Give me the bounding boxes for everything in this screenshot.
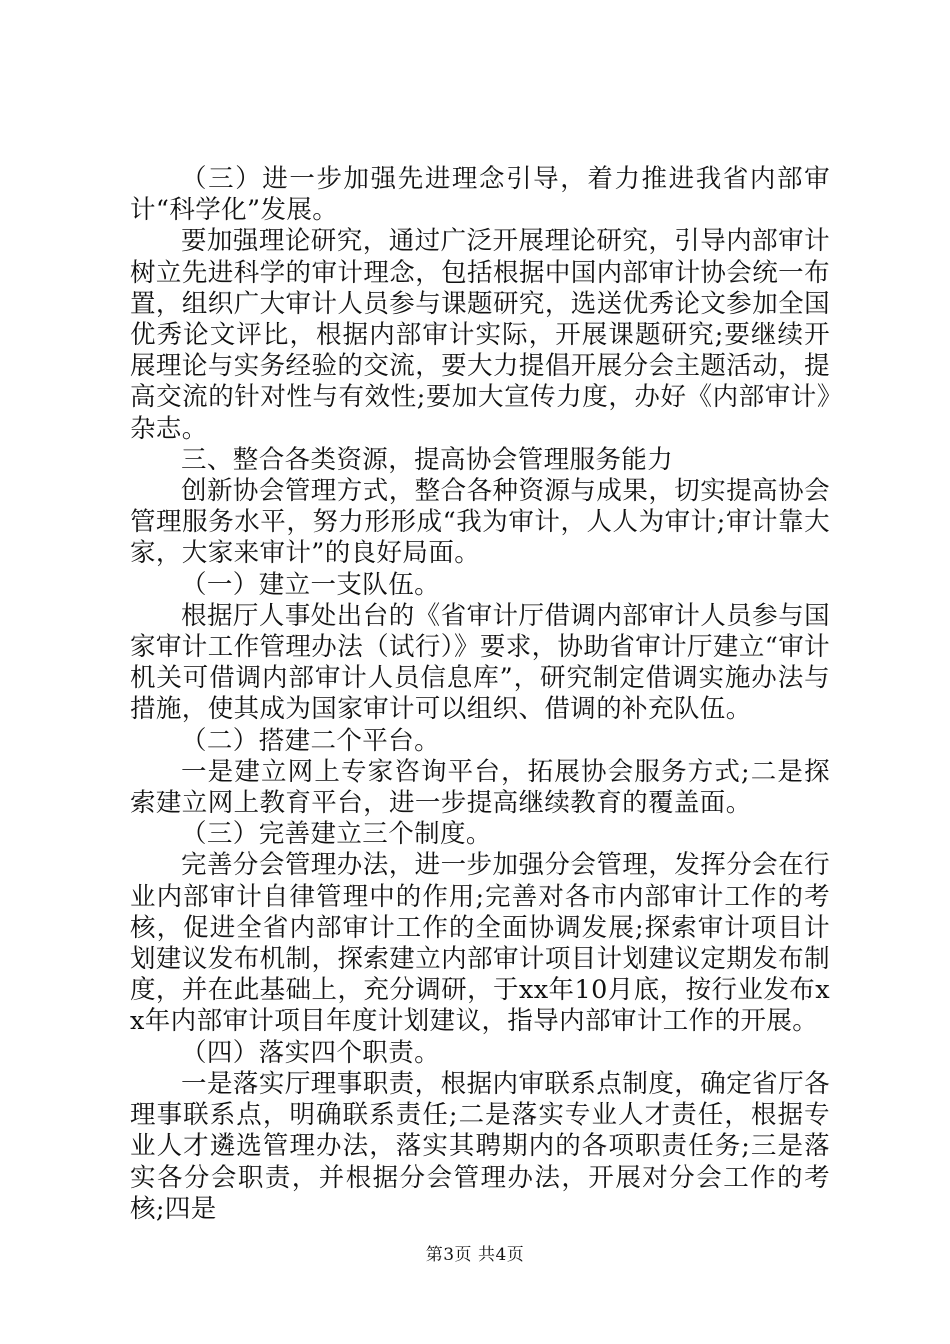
document-body [130, 164, 830, 1225]
section-subheading: （一）建立一支队伍。 [181, 569, 441, 600]
body-paragraph: 完善分会管理办法，进一步加强分会管理，发挥分会在行业内部审计自律管理中的作用;完善对各市内部审计工作的考核，促进全省内部审计工作的全面协调发展;探索审计项目计划建议发布机制，探索建立内部审计项目计划建议定期发布制度，并在此基础上，充分调研，于xx年10月底，按行业发布xx年内部审计项目年度计划建议，指导内部审计工作的开展。 [130, 850, 830, 1037]
body-paragraph: 一是建立网上专家咨询平台，拓展协会服务方式;二是探索建立网上教育平台，进一步提高继续教育的覆盖面。 [130, 756, 830, 819]
page-footer: 第3页 共4页 [425, 1245, 525, 1265]
section-subheading: （三）进一步加强先进理念引导，着力推进我省内部审计“科学化”发展。 [130, 164, 830, 226]
section-subheading: （四）落实四个职责。 [181, 1037, 441, 1068]
body-paragraph: 一是落实厅理事职责，根据内审联系点制度，确定省厅各理事联系点，明确联系责任;二是落实专业人才责任，根据专业人才遴选管理办法，落实其聘期内的各项职责任务;三是落实各分会职责，并根据分会管理办法，开展对分会工作的考核;四是 [130, 1068, 830, 1224]
section-subheading: （二）搭建二个平台。 [181, 725, 441, 756]
section-heading: 三、整合各类资源，提高协会管理服务能力 [181, 444, 674, 475]
section-subheading: （三）完善建立三个制度。 [181, 819, 492, 850]
body-paragraph: 要加强理论研究，通过广泛开展理论研究，引导内部审计树立先进科学的审计理念，包括根据中国内部审计协会统一布置，组织广大审计人员参与课题研究，选送优秀论文参加全国优秀论文评比，根据内部审计实际，开展课题研究;要继续开展理论与实务经验的交流，要大力提倡开展分会主题活动，提高交流的针对性与有效性;要加大宣传力度，办好《内部审计》杂志。 [130, 226, 830, 444]
body-paragraph: 创新协会管理方式，整合各种资源与成果，切实提高协会管理服务水平，努力形形成“我为审计，人人为审计;审计靠大家，大家来审计”的良好局面。 [130, 476, 830, 569]
body-paragraph: 根据厅人事处出台的《省审计厅借调内部审计人员参与国家审计工作管理办法（试行）》要求，协助省审计厅建立“审计机关可借调内部审计人员信息库”，研究制定借调实施办法与措施，使其成为国家审计可以组织、借调的补充队伍。 [130, 600, 830, 725]
